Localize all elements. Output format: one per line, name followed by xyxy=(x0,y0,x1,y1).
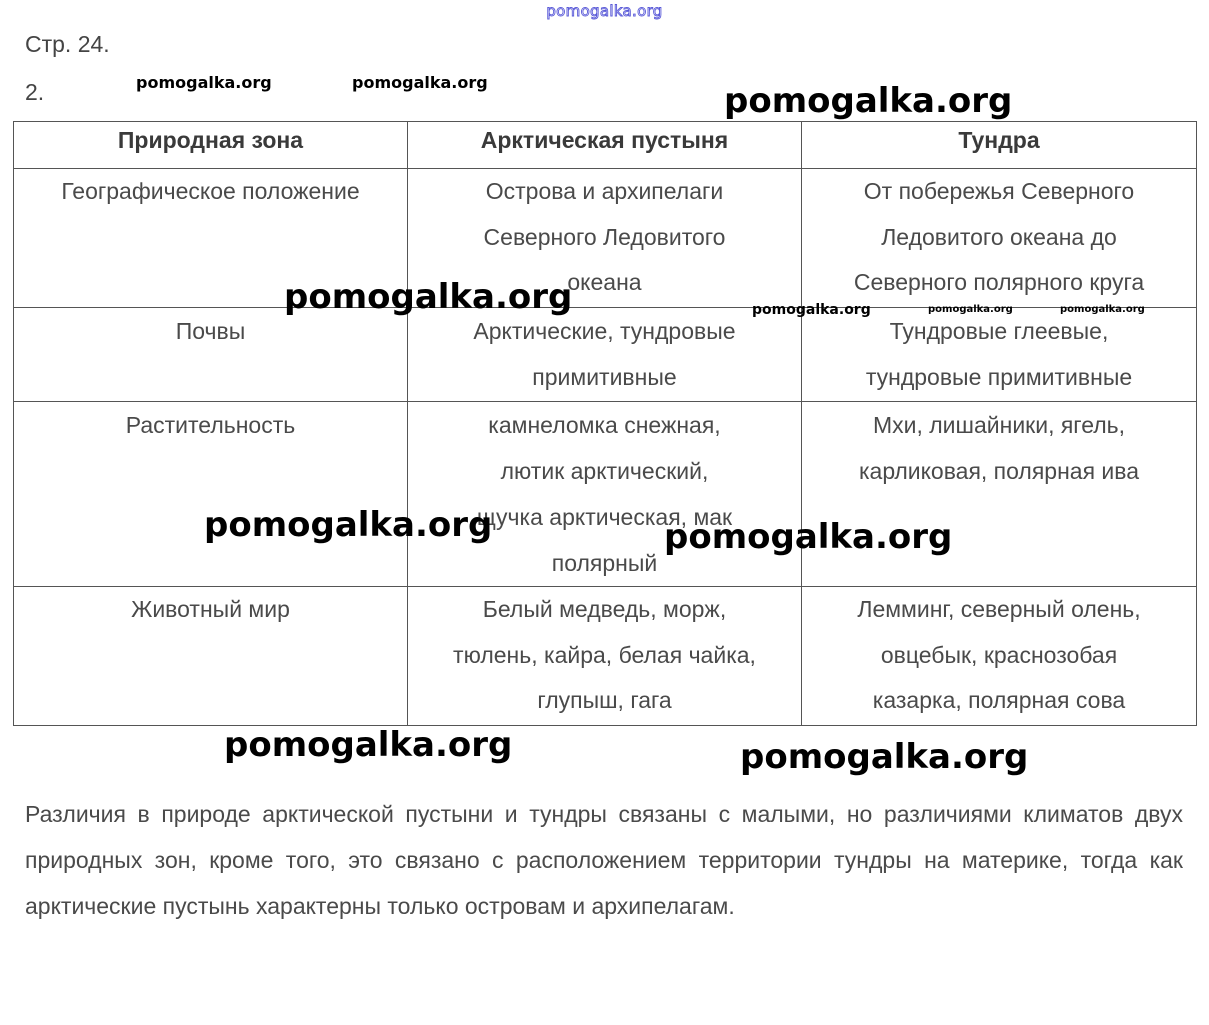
table-row xyxy=(14,169,1197,308)
cell-line: океана xyxy=(567,269,642,295)
cell-line: Тундровые глеевые, xyxy=(889,318,1109,344)
cell-line: щучка арктическая, мак xyxy=(476,504,733,530)
cell-line: От побережья Северного xyxy=(863,178,1135,204)
watermark: pomogalka.org xyxy=(740,737,1029,777)
watermark: pomogalka.org xyxy=(1060,304,1145,315)
watermark: pomogalka.org xyxy=(204,505,493,545)
cell-line: Северного Ледовитого xyxy=(483,223,726,250)
watermark-top: pomogalka.org xyxy=(546,2,663,20)
table-row xyxy=(14,308,1197,402)
watermark: pomogalka.org xyxy=(136,73,272,92)
cell-line: тундровые примитивные xyxy=(865,364,1133,390)
cell-line: Белый медведь, морж, xyxy=(482,596,727,622)
arctic-vegetation-cell xyxy=(408,402,802,587)
watermark: pomogalka.org xyxy=(224,725,513,765)
watermark: pomogalka.org xyxy=(284,277,573,317)
tundra-geography-cell xyxy=(802,169,1197,308)
task-number: 2. xyxy=(25,79,45,105)
cell-line: камнеломка снежная, xyxy=(488,412,721,438)
header-natural-zone: Природная зона xyxy=(14,122,408,169)
arctic-fauna-cell xyxy=(408,587,802,726)
header-tundra: Тундра xyxy=(802,122,1197,169)
cell-line: тюлень, кайра, белая чайка, xyxy=(453,641,756,668)
row-label-fauna: Животный мир xyxy=(14,587,408,726)
cell-line: карликовая, полярная ива xyxy=(858,458,1140,484)
cell-line: Мхи, лишайники, ягель, xyxy=(872,412,1126,438)
cell-line: овцебык, краснозобая xyxy=(880,641,1118,668)
watermark: pomogalka.org xyxy=(752,302,871,318)
cell-line: полярный xyxy=(551,550,658,576)
watermark: pomogalka.org xyxy=(664,517,953,557)
watermark: pomogalka.org xyxy=(352,73,488,92)
row-label-vegetation: Растительность xyxy=(14,402,408,587)
cell-line: глупыш, гага xyxy=(537,687,672,713)
tundra-vegetation-cell xyxy=(802,402,1197,587)
cell-line: Ледовитого океана до xyxy=(881,223,1117,250)
cell-line: Арктические, тундровые xyxy=(473,318,736,344)
row-label-soils: Почвы xyxy=(14,308,408,402)
cell-line: примитивные xyxy=(532,364,677,390)
watermark: pomogalka.org xyxy=(928,304,1013,315)
cell-line: Лемминг, северный олень, xyxy=(857,596,1141,622)
table-header-row xyxy=(14,122,1197,169)
header-arctic-desert: Арктическая пустыня xyxy=(408,122,802,169)
cell-line: казарка, полярная сова xyxy=(872,687,1126,713)
row-label-geography: Географическое положение xyxy=(14,169,408,308)
cell-line: Острова и архипелаги xyxy=(485,178,724,204)
natural-zones-table xyxy=(13,121,1197,726)
arctic-soils-cell xyxy=(408,308,802,402)
tundra-soils-cell xyxy=(802,308,1197,402)
watermark: pomogalka.org xyxy=(724,81,1013,121)
conclusion-paragraph: Различия в природе арктической пустыни и тундры связаны с малыми, но различиями климатов двух природных зон, кроме того, это связано с расположением территории тундры на материке, тогда как арктические пустынь характерны только островам и архипелагам. xyxy=(25,801,1183,919)
table-row xyxy=(14,587,1197,726)
cell-line: Северного полярного круга xyxy=(853,269,1145,295)
table-row xyxy=(14,402,1197,587)
cell-line: лютик арктический, xyxy=(500,458,709,484)
page-reference: Стр. 24. xyxy=(25,31,110,57)
tundra-fauna-cell xyxy=(802,587,1197,726)
